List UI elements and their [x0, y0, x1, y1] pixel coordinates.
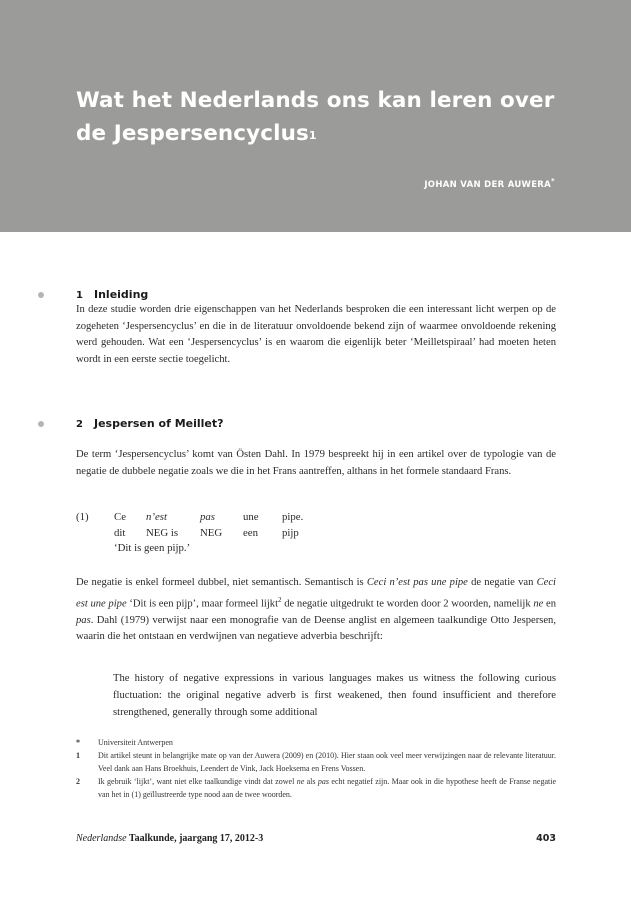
footnote-text: Dit artikel steunt in belangrijke mate op van der Auwera (2009) en (2010). Hier staan ook veel meer verwijzingen naar de relevante literatuur. Veel dank aan Hans Broekhuis, Leendert de Vink, Jack Hoeksema en Frens Vossen.: [98, 751, 556, 773]
paragraph-term: De term ‘Jespersencyclus’ komt van Östen Dahl. In 1979 bespreekt hij in een artikel over de typologie van de negatie de dubbele negatie zoals we die in het Frans aantreffen, althans in het formele standaard Frans.: [76, 449, 556, 477]
page-footer: [76, 833, 556, 844]
footnote-mark: 2: [76, 777, 80, 787]
section-title: Jespersen of Meillet?: [94, 417, 224, 430]
gloss-word: dit: [114, 526, 126, 539]
journal-issue: Taalkunde, jaargang 17, 2012-3: [126, 833, 264, 844]
footnote-mark: *: [76, 738, 80, 747]
block-quote: The history of negative expressions in various languages makes us witness the following curious fluctuation: the original negative adverb is first weakened, then found insufficient and therefore strengthened, generally through some additional: [113, 673, 556, 718]
footnote-mark: 1: [76, 751, 80, 761]
footnote: 2 Ik gebruik ‘lijkt’, want niet elke taalkundige vindt dat zowel ne als pas echt negatief zijn. Maar ook in die hypothese heeft de Franse negatie van het in (1) geïllustreerde type nood aan de twee woorden.: [76, 777, 557, 799]
section-number: 2: [76, 419, 83, 430]
gloss-word: NEG: [200, 526, 223, 539]
footnote-ref[interactable]: *: [551, 177, 555, 185]
gloss-word: Ce: [114, 511, 126, 523]
author-name: [424, 177, 555, 190]
gloss-word: NEG is: [146, 526, 179, 539]
gloss-word: une: [243, 511, 259, 523]
section-heading-1: [76, 288, 148, 301]
footnote-text: Universiteit Antwerpen: [98, 738, 173, 747]
title-text: Wat het Nederlands ons kan leren over de Jespersencyclus: [76, 88, 555, 146]
gloss-word: pas: [200, 511, 215, 523]
footnote: [76, 750, 556, 775]
article-title: [76, 84, 576, 150]
footnote-ref[interactable]: 2: [278, 595, 282, 604]
author-text: JOHAN VAN DER AUWERA: [424, 179, 552, 190]
paragraph-intro: In deze studie worden drie eigenschappen van het Nederlands besproken die een interessant licht werpen op de zogeheten ‘Jespersencyclus’ en die in de literatuur onvoldoende bekend zijn of waarmee onvoldoende rekening werd gehouden. Wat een ‘Jespersencyclus’ is en waarom die eigenlijk beter ‘Meilletspiraal’ had moeten heten wordt in een eerste sectie toegelicht.: [76, 304, 556, 365]
section-title: Inleiding: [94, 288, 149, 301]
gloss-word: n’est: [146, 511, 167, 523]
gloss-word: een: [243, 526, 258, 539]
gloss-word: pijp: [282, 526, 299, 539]
gloss-translation: ‘Dit is geen pijp.’: [114, 542, 191, 554]
section-heading-2: [76, 417, 224, 430]
margin-bullet-icon: [38, 421, 44, 427]
footnotes: [76, 737, 556, 802]
footnote: [76, 737, 556, 749]
example-label: (1): [76, 511, 89, 523]
gloss-word: pipe.: [282, 511, 304, 523]
paragraph-negation: De negatie is enkel formeel dubbel, niet semantisch. Semantisch is Ceci n’est pas une pipe de negatie van Ceci est une pipe ‘Dit is een pijp’, maar formeel lijkt$^2$ de negatie uitgedrukt te worden door 2 woorden, namelijk ne en pas. Dahl (1979) verwijst naar een monografie van de Deense anglist en algemeen taalkundige Otto Jespersen, waarin die het ontstaan en verdwijnen van negatieve adverbia beschrijft:: [76, 577, 556, 643]
margin-bullet-icon: [38, 292, 44, 298]
footnote-ref[interactable]: 1: [308, 129, 317, 142]
section-number: 1: [76, 290, 83, 301]
page-number: 403: [536, 833, 556, 844]
journal-name: Nederlandse: [76, 833, 127, 844]
